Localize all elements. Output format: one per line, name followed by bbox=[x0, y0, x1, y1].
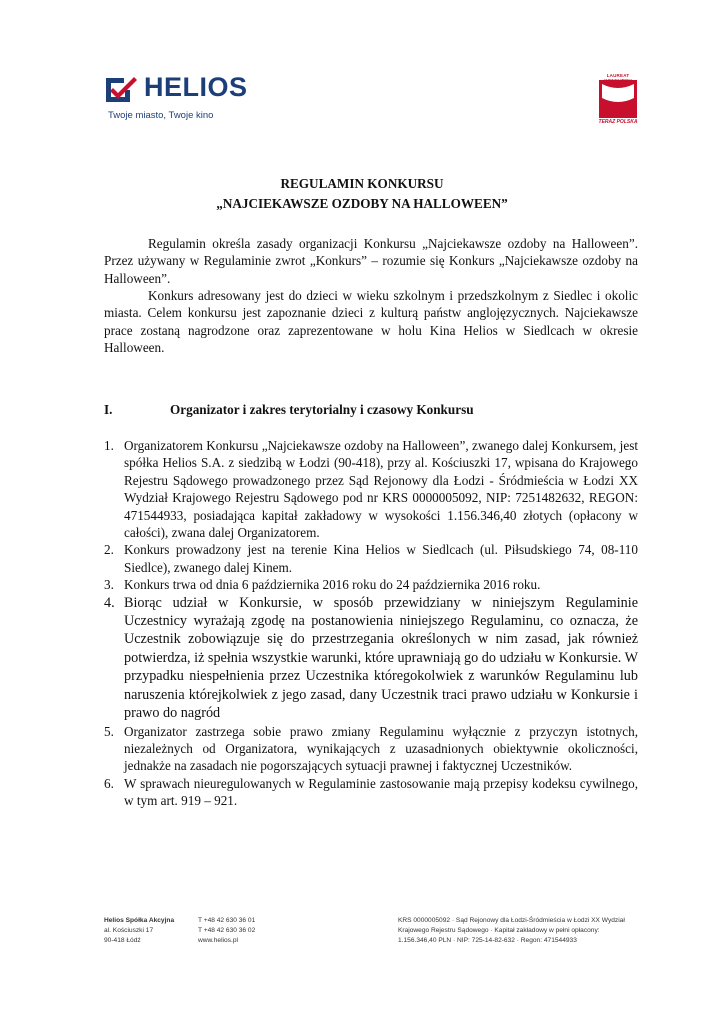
logo-tagline: Twoje miasto, Twoje kino bbox=[108, 110, 214, 121]
intro-paragraph: Konkurs adresowany jest do dzieci w wieku szkolnym i przedszkolnym z Siedlec i okolic miasta. Celem konkursu jest zapoznanie dzieci z kulturą państw anglojęzycznych. Najciekawsze prace zostaną nagrodzone oraz zaprezentowane w holu Kina Helios w Siedlcach w okresie Halloween. bbox=[104, 288, 638, 356]
footer-website-link[interactable]: www.helios.pl bbox=[198, 937, 238, 944]
list-marker: 2. bbox=[104, 542, 114, 558]
helios-check-icon bbox=[104, 76, 138, 104]
footer-street: al. Kościuszki 17 bbox=[104, 927, 154, 934]
footer-city: 90-418 Łódź bbox=[104, 937, 141, 944]
list-item bbox=[104, 437, 638, 541]
section-number: I. bbox=[104, 402, 113, 417]
list-marker: 3. bbox=[104, 577, 114, 593]
list-item-text: W sprawach nieuregulowanych w Regulaminie zastosowanie mają przepisy kodeksu cywilnego, w tym art. 919 – 921. bbox=[124, 775, 638, 809]
footer-contact bbox=[198, 916, 255, 946]
footer-phone: T +48 42 630 36 02 bbox=[198, 927, 256, 934]
list-marker: 4. bbox=[104, 594, 115, 611]
teraz-polska-emblem-icon bbox=[599, 80, 637, 118]
section-title: Organizator i zakres terytorialny i czasowy Konkursu bbox=[170, 402, 474, 417]
list-item bbox=[104, 594, 638, 723]
footer-company-name: Helios Spółka Akcyjna bbox=[104, 917, 175, 924]
footer-company bbox=[104, 916, 174, 946]
list-item bbox=[104, 541, 638, 576]
list-item bbox=[104, 723, 638, 775]
intro-paragraph: Regulamin określa zasady organizacji Konkursu „Najciekawsze ozdoby na Halloween”. Przez używany w Regulaminie zwrot „Konkurs” – rozumie się Konkurs „Najciekawsze ozdoby na Halloween”. bbox=[104, 236, 638, 286]
document-title: REGULAMIN KONKURSU bbox=[280, 176, 444, 191]
list-item bbox=[104, 576, 638, 593]
award-bottom-label: TERAZ POLSKA bbox=[598, 119, 638, 125]
footer-registry-line: Krajowego Rejestru Sądowego · Kapitał zakładowy w pełni opłacony: bbox=[398, 927, 600, 934]
footer-registry-line: 1.156.346,40 PLN · NIP: 725-14-82-632 · Regon: 471544933 bbox=[398, 937, 577, 944]
footer-registry bbox=[398, 916, 648, 946]
helios-logo bbox=[104, 72, 284, 124]
footer-registry-line: KRS 0000005092 · Sąd Rejonowy dla Łodzi-Śródmieścia w Łodzi XX Wydział bbox=[398, 917, 625, 924]
list-item-text: Konkurs trwa od dnia 6 października 2016 roku do 24 października 2016 roku. bbox=[124, 577, 541, 593]
footer-phone: T +48 42 630 36 01 bbox=[198, 917, 256, 924]
list-item-text: Organizatorem Konkursu „Najciekawsze ozdoby na Halloween”, zwanego dalej Konkursem, jest spółka Helios S.A. z siedzibą w Łodzi (90-418), przy al. Kościuszki 17, wpisana do Krajowego Rejestru Sądowego prowadzonego przez Sąd Rejonowy dla Łodzi - Śródmieścia w Łodzi XX Wydział Krajowego Rejestru Sądowego pod nr KRS 0000005092, NIP: 7251482632, REGON: 471544933, posiadająca kapitał zakładowy w wysokości 1.156.346,40 złotych (opłacony w całości), zwana dalej Organizatorem. bbox=[124, 438, 638, 541]
list-item-text: Konkurs prowadzony jest na terenie Kina Helios w Siedlcach (ul. Piłsudskiego 74, 08-110 Siedlce), zwanego dalej Kinem. bbox=[124, 542, 638, 575]
list-marker: 1. bbox=[104, 438, 114, 453]
award-top-label: LAUREAT bbox=[606, 73, 630, 78]
list-item-text: Organizator zastrzega sobie prawo zmiany Regulaminu wyłącznie z przyczyn istotnych, niezależnych od Organizatora, wynikających z uzasadnionych obiektywnie okoliczności, jednakże na zasadach nie pogorszających sytuacji prawnej i faktycznej Uczestników. bbox=[124, 723, 638, 774]
rules-list bbox=[104, 437, 638, 810]
list-marker: 6. bbox=[104, 775, 114, 791]
contest-name: „NAJCIEKAWSZE OZDOBY NA HALLOWEEN” bbox=[216, 196, 508, 211]
teraz-polska-badge bbox=[598, 73, 638, 129]
list-marker: 5. bbox=[104, 723, 114, 739]
logo-wordmark: HELIOS bbox=[144, 72, 248, 102]
list-item-text: Biorąc udział w Konkursie, w sposób przewidziany w niniejszym Regulaminie Uczestnicy wyrażają zgodę na postanowienia niniejszego Regulaminu, co oznacza, że Uczestnik zobowiązuje się do przestrzegania określonych w nim zasad, jak również potwierdza, iż spełnia wszystkie warunki, które uprawniają go do udziału w Konkursie. W przypadku niespełnienia przez Uczestnika któregokolwiek z warunków Regulaminu lub naruszenia którejkolwiek z jego zasad, dany Uczestnik traci prawo udziału w Konkursie i prawo do nagród bbox=[124, 594, 638, 722]
list-item bbox=[104, 775, 638, 810]
